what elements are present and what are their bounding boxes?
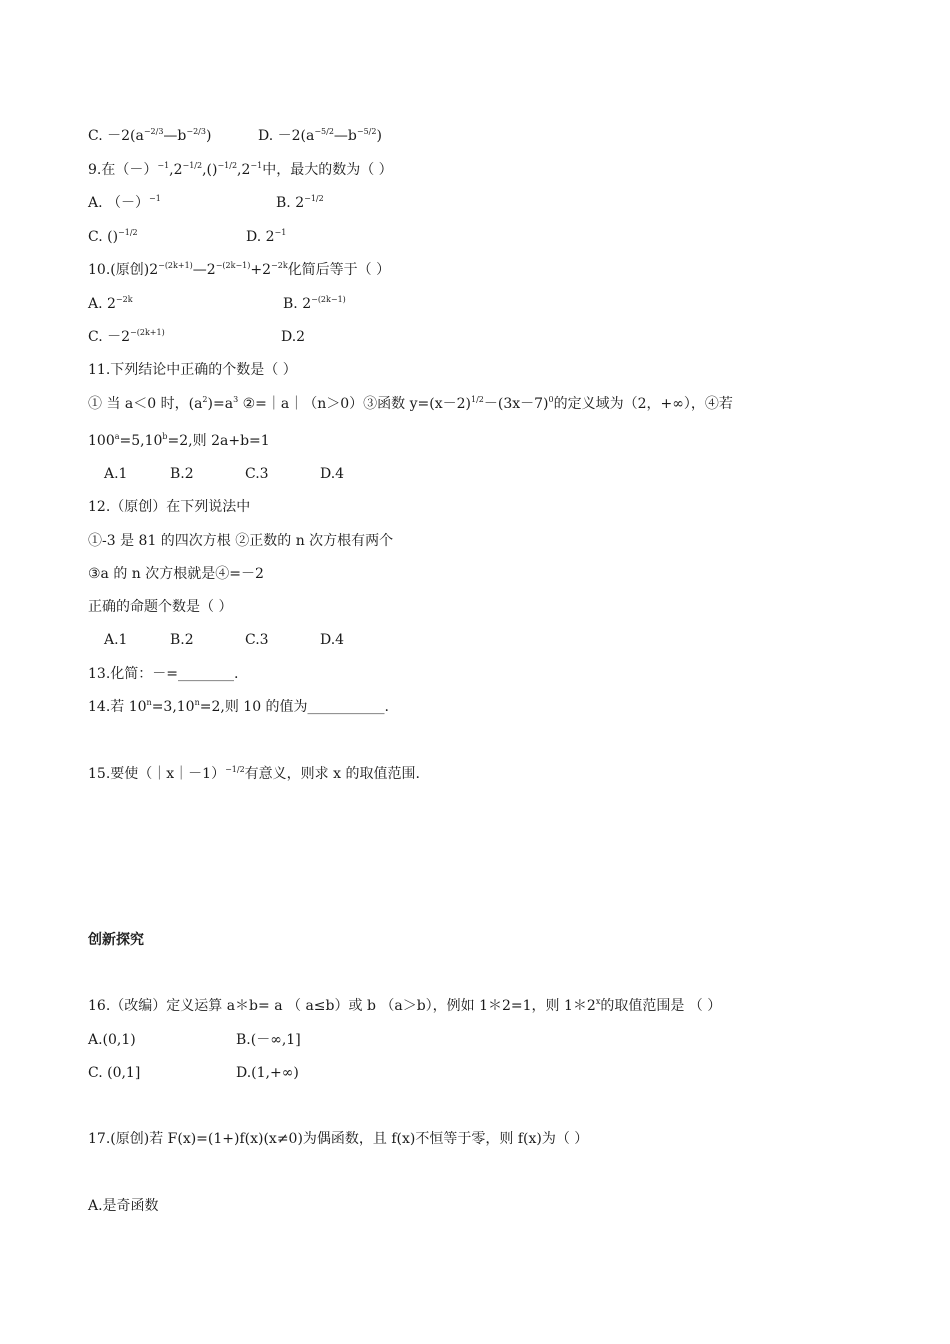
q9-stem: 9.在$(-)^{-1},2^{-1/2},()^{-1/2},2^{-1}$中，最大的数为（ ） xyxy=(88,161,393,178)
q16-option-a: A.(0,1) xyxy=(88,1032,136,1048)
q9-option-d: D. $2^{-1}$ xyxy=(246,228,287,245)
q9-options-ab xyxy=(88,193,324,213)
q12-options xyxy=(104,630,345,650)
q9-option-a: A. $(-)^{-1}$ xyxy=(88,194,161,211)
q10-stem: 10.(原创)$2^{-(2k+1)}—2^{-(2k-1)}+2^{-2k}$化简后等于（ ） xyxy=(88,261,391,278)
q12-statements-line1: ①-3 是 81 的四次方根 ②正数的 n 次方根有两个 xyxy=(88,533,394,549)
q15-question: 15.要使（｜x｜－1）$^{-1/2}$有意义，则求 x 的取值范围. xyxy=(88,765,420,782)
q16-options-ab xyxy=(88,1030,301,1050)
q10-option-b: B. $2^{-(2k-1)}$ xyxy=(283,295,346,312)
q9-option-b: B. $2^{-1/2}$ xyxy=(276,194,324,211)
q12-statements-line2: ③a 的 n 次方根就是④=－2 xyxy=(88,566,264,582)
q9-option-c: C. ()$^{-1/2}$ xyxy=(88,228,138,245)
q12-option-d: D.4 xyxy=(320,632,345,648)
section-heading: 创新探究 xyxy=(88,932,144,948)
q11-statements-line2: $100^a=5,10^b=2$,则 2a+b=1 xyxy=(88,432,270,449)
q8-option-c: C. $-2(a^{-2/3}—b^{-2/3})$ xyxy=(88,127,212,144)
q16-option-c: C. (0,1] xyxy=(88,1065,141,1081)
q10-option-a: A. $2^{-2k}$ xyxy=(88,295,133,312)
q12-option-b: B.2 xyxy=(170,632,194,648)
q11-options xyxy=(104,464,345,484)
q8-option-d: D. $-2(a^{-5/2}—b^{-5/2})$ xyxy=(258,127,382,144)
q9-options-cd xyxy=(88,227,287,247)
q12-option-c: C.3 xyxy=(245,632,269,648)
q17-stem: 17.(原创)若 F(x)=(1+)f(x)(x≠0)为偶函数，且 f(x)不恒等于零，则 f(x)为（ ） xyxy=(88,1131,589,1147)
q11-statements-line1: ① 当 a＜0 时，$(a^2)=a^3$ ②=｜a｜（n＞0）③函数 $y=(x-2)^{1/2}-(3x-7)^0$的定义域为（2，+∞），④若 xyxy=(88,395,733,412)
q11-option-c: C.3 xyxy=(245,466,269,482)
q16-options-cd xyxy=(88,1063,299,1083)
q11-stem: 11.下列结论中正确的个数是（ ） xyxy=(88,362,297,378)
q12-question-line: 正确的命题个数是（ ） xyxy=(88,599,233,615)
q10-options-ab xyxy=(88,294,346,314)
q11-option-b: B.2 xyxy=(170,466,194,482)
q16-option-b: B.(－∞,1] xyxy=(236,1032,301,1048)
q17-option-a: A.是奇函数 xyxy=(88,1198,159,1214)
q11-option-d: D.4 xyxy=(320,466,345,482)
q13-question: 13.化简：－=________. xyxy=(88,666,239,682)
q12-option-a: A.1 xyxy=(104,632,128,648)
q16-option-d: D.(1,+∞) xyxy=(236,1065,299,1081)
q8-options-cd xyxy=(88,126,382,146)
q16-stem: 16.（改编）定义运算 a＊b= a （ a≤b）或 b （a＞b），例如 1＊2=1，则 1＊2$^x$的取值范围是 （ ） xyxy=(88,997,722,1014)
q12-stem: 12.（原创）在下列说法中 xyxy=(88,499,251,515)
q10-option-d: D.2 xyxy=(281,329,306,345)
q10-option-c: C. $-2^{-(2k+1)}$ xyxy=(88,328,165,345)
q11-option-a: A.1 xyxy=(104,466,128,482)
q14-question: 14.若 $10^n=3,10^n=2$,则 10 的值为___________. xyxy=(88,698,390,715)
q10-options-cd xyxy=(88,327,306,347)
